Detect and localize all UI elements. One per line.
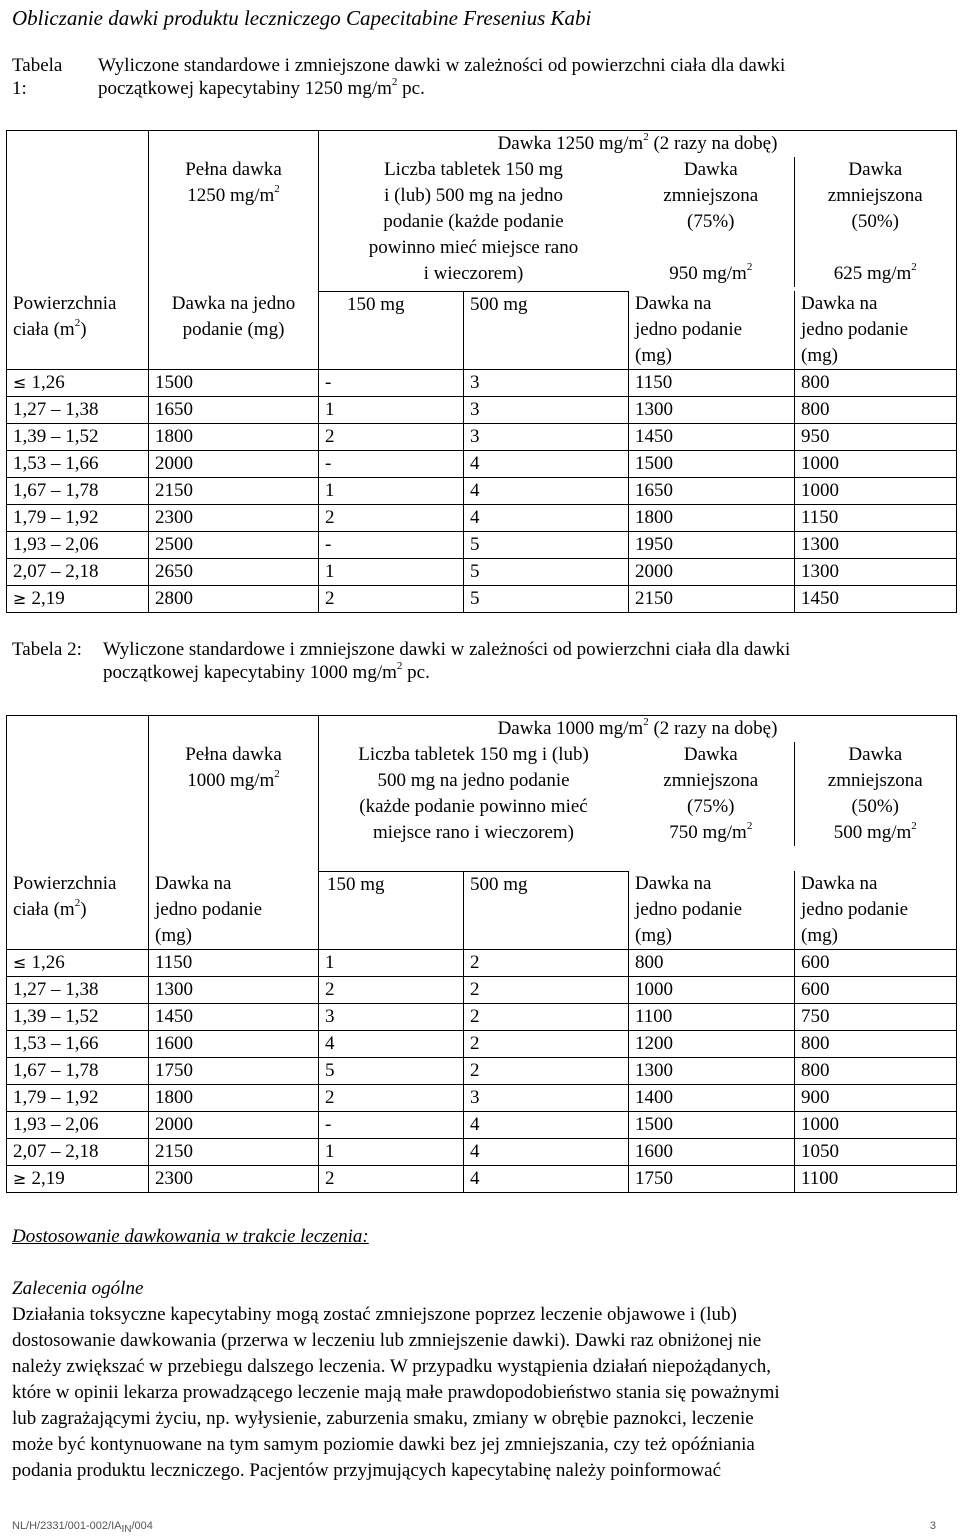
table-cell: 1450 [629, 424, 795, 451]
body-line: należy zwiększać w przebiegu dalszego leczenia. W przypadku wystąpienia działań niepożądanych, [12, 1356, 771, 1377]
t1-h-dawka-jedno: Dawka na jedno podanie (mg) [149, 291, 319, 370]
table-cell: 2,07 – 2,18 [7, 559, 149, 586]
table-cell: 1100 [795, 1166, 957, 1193]
table-cell: 1 [319, 397, 464, 424]
table-cell: 2000 [149, 1112, 319, 1139]
table-cell: 600 [795, 950, 957, 977]
t1-h-pelna: Pełna dawka 1250 $mg/m^2$ [149, 131, 319, 292]
table-cell: 4 [464, 451, 629, 478]
t2-h-150: 150 mg [319, 871, 464, 950]
t2-h-empty [7, 716, 149, 872]
body-line: lub zagrażającymi życiu, np. wyłysienie, zaburzenia smaku, zmiany w obrębie paznokci, leczenie [12, 1408, 754, 1429]
table-cell: 1,93 – 2,06 [7, 1112, 149, 1139]
table-cell: ≥ 2,19 [7, 586, 149, 613]
table-cell: 2000 [149, 451, 319, 478]
table-cell: 1,67 – 1,78 [7, 478, 149, 505]
table-row [7, 1166, 957, 1193]
table-row [7, 370, 957, 397]
less-or-equal-icon: ≤ [13, 953, 32, 972]
table-cell: 1500 [149, 370, 319, 397]
t1-h-pow: Powierzchnia ciała $(m^2)$ [7, 291, 149, 370]
document-title: Obliczanie dawki produktu leczniczego Capecitabine Fresenius Kabi [12, 6, 592, 30]
table-row [7, 1139, 957, 1166]
table-cell: 1,53 – 1,66 [7, 1031, 149, 1058]
t2-h-dawka-na-75: Dawka na jedno podanie (mg) [629, 871, 795, 950]
table-cell: 1200 [629, 1031, 795, 1058]
table-cell: 1300 [629, 1058, 795, 1085]
table-row [7, 1004, 957, 1031]
table-cell: 1000 [629, 977, 795, 1004]
t2-h-z50: Dawka zmniejszona (50%) 500 $mg/m^2$ [794, 742, 956, 846]
body-line: Działania toksyczne kapecytabiny mogą zostać zmniejszone poprzez leczenie objawowe i (lub) [12, 1304, 737, 1325]
table-row [7, 1031, 957, 1058]
table-cell: 1750 [149, 1058, 319, 1085]
table-cell: - [319, 532, 464, 559]
t2-h-liczba: Liczba tabletek 150 mg i (lub) 500 mg na jedno podanie (każde podanie powinno mieć miejsce rano i wieczorem) [358, 744, 589, 843]
t1-h-liczba: Liczba tabletek 150 mg i (lub) 500 mg na jedno podanie (każde podanie powinno mieć miejsce rano i wieczorem) [368, 159, 579, 284]
table-cell: 1 [319, 1139, 464, 1166]
table-cell: 5 [319, 1058, 464, 1085]
table2-caption-line1: Wyliczone standardowe i zmniejszone dawki w zależności od powierzchni ciała dla dawki [103, 639, 791, 660]
table-cell: 2 [319, 424, 464, 451]
table-cell: 4 [464, 478, 629, 505]
table-row [7, 586, 957, 613]
table2-caption [103, 638, 958, 684]
table-cell: 600 [795, 977, 957, 1004]
table-cell: 1,79 – 1,92 [7, 505, 149, 532]
table-cell: 2 [319, 1085, 464, 1112]
table-cell: 2 [464, 977, 629, 1004]
table-cell: 1,93 – 2,06 [7, 532, 149, 559]
table-row [7, 478, 957, 505]
table-cell: 2 [464, 950, 629, 977]
t1-h-z75: Dawka zmniejszona (75%) 950 $mg/m^2$ [663, 159, 759, 284]
table-row [7, 532, 957, 559]
table-cell: 1300 [149, 977, 319, 1004]
table-cell: 2650 [149, 559, 319, 586]
table-cell: 5 [464, 586, 629, 613]
table-cell: 2 [319, 586, 464, 613]
table-row [7, 977, 957, 1004]
table-cell: - [319, 1112, 464, 1139]
body-line: które w opinii lekarza prowadzącego leczenie mają małe prawdopodobieństwo stania się poważnymi [12, 1382, 780, 1403]
table-cell: 900 [795, 1085, 957, 1112]
table-cell: 4 [464, 1139, 629, 1166]
t1-h-z50: Dawka zmniejszona (50%) 625 $mg/m^2$ [794, 157, 956, 287]
table-cell: 3 [464, 397, 629, 424]
page-number: 3 [929, 1520, 936, 1532]
table-cell: 2,07 – 2,18 [7, 1139, 149, 1166]
table1-caption-line1: Wyliczone standardowe i zmniejszone dawki w zależności od powierzchni ciała dla dawki [98, 55, 786, 76]
table1-caption-line2: początkowej kapecytabiny 1250 $mg/m^2$ pc. [98, 75, 425, 100]
table-cell: 800 [795, 397, 957, 424]
body-line: może być kontynuowane na tym samym poziomie dawki bez jej zmniejszania, czy też opóźniania [12, 1434, 755, 1455]
table-cell: 1300 [795, 532, 957, 559]
table2 [6, 715, 957, 1193]
table-cell: 800 [795, 1031, 957, 1058]
table-cell: 1800 [149, 1085, 319, 1112]
table-cell: 1,79 – 1,92 [7, 1085, 149, 1112]
table-cell: 2 [319, 505, 464, 532]
table-cell: 1050 [795, 1139, 957, 1166]
table-cell: 1500 [629, 1112, 795, 1139]
section-subheading: Zalecenia ogólne [12, 1278, 144, 1299]
table-cell: 1000 [795, 478, 957, 505]
table-cell: 1,53 – 1,66 [7, 451, 149, 478]
table-row [7, 505, 957, 532]
table-cell: 1 [319, 559, 464, 586]
table-cell: 1800 [149, 424, 319, 451]
table-cell: - [319, 451, 464, 478]
table-row [7, 1112, 957, 1139]
t1-h-empty [7, 131, 149, 292]
table-cell: 1300 [795, 559, 957, 586]
table-cell: 4 [464, 1112, 629, 1139]
table2-body [7, 950, 957, 1193]
table-cell: 5 [464, 559, 629, 586]
table2-caption-line2: początkowej kapecytabiny 1000 $mg/m^2$ pc. [103, 659, 430, 684]
table-cell: 2 [319, 977, 464, 1004]
table1-body [7, 370, 957, 613]
table-cell: 1800 [629, 505, 795, 532]
t1-h-500: 500 mg [464, 291, 629, 370]
table-cell: ≥ 2,19 [7, 1166, 149, 1193]
table-cell: 1150 [795, 505, 957, 532]
table-cell: 2800 [149, 586, 319, 613]
table-cell: 2 [464, 1031, 629, 1058]
table-cell: 2 [319, 1166, 464, 1193]
less-or-equal-icon: ≤ [13, 373, 32, 392]
t1-h-150: 150 mg [319, 291, 464, 370]
footer-reference: $NL/H/2331/001-002/IA_{IN}/004$ [12, 1520, 153, 1536]
table-cell: 1150 [149, 950, 319, 977]
table-row [7, 1085, 957, 1112]
table-cell: 3 [464, 424, 629, 451]
greater-or-equal-icon: ≥ [13, 589, 32, 608]
table-cell: 5 [464, 532, 629, 559]
t2-h-dawka-group: Dawka 1000 $mg/m^2$ (2 razy na dobę) Liczba tabletek 150 mg i (lub) 500 mg na jedno podanie (każde podanie powinno mieć miejsce rano i wieczorem) Dawka zmniejszona (75%) 750 $mg/m^2$ Dawka zmniejszona (50%) 500 $mg/m^2$ [319, 716, 957, 872]
table1 [6, 130, 957, 613]
table-cell: 1650 [149, 397, 319, 424]
table-cell: 2 [464, 1004, 629, 1031]
table-cell: 2500 [149, 532, 319, 559]
table1-caption-label: Tabela 1: [12, 55, 63, 100]
table-row [7, 397, 957, 424]
table-cell: 1,27 – 1,38 [7, 977, 149, 1004]
table-cell: 1950 [629, 532, 795, 559]
t2-h-500: 500 mg [464, 871, 629, 950]
table-row [7, 559, 957, 586]
body-line: podania produktu leczniczego. Pacjentów przyjmujących kapecytabinę należy poinformować [12, 1460, 722, 1481]
table-cell: 800 [795, 370, 957, 397]
table-cell: 2150 [149, 1139, 319, 1166]
t2-h-dawka-na-jedno: Dawka na jedno podanie (mg) [149, 871, 319, 950]
table-cell: 800 [629, 950, 795, 977]
table-cell: 1300 [629, 397, 795, 424]
table-row [7, 950, 957, 977]
table-row [7, 424, 957, 451]
table-cell: 1 [319, 950, 464, 977]
t2-h-dawka-na-50: Dawka na jedno podanie (mg) [795, 871, 957, 950]
table-cell: - [319, 370, 464, 397]
table-cell: 1,27 – 1,38 [7, 397, 149, 424]
table-cell: 2300 [149, 505, 319, 532]
table-cell: 1650 [629, 478, 795, 505]
table-cell: 4 [319, 1031, 464, 1058]
table1-caption [98, 54, 958, 100]
t2-h-pow: Powierzchnia ciała $(m^2)$ [7, 871, 149, 950]
t1-h-dawka-group: Dawka 1250 $mg/m^2$ (2 razy na dobę) Liczba tabletek 150 mg i (lub) 500 mg na jedno podanie (każde podanie powinno mieć miejsce rano i wieczorem) Dawka zmniejszona (75%) 950 $mg/m^2$ Dawka zmniejszona (50%) 625 $mg/m^2$ [319, 131, 957, 292]
table-cell: 950 [795, 424, 957, 451]
table-cell: 1450 [149, 1004, 319, 1031]
table-cell: ≤ 1,26 [7, 370, 149, 397]
greater-or-equal-icon: ≥ [13, 1169, 32, 1188]
table-row [7, 1058, 957, 1085]
table-cell: 2150 [149, 478, 319, 505]
table-cell: 3 [464, 1085, 629, 1112]
table-cell: 2 [464, 1058, 629, 1085]
table-cell: ≤ 1,26 [7, 950, 149, 977]
table-cell: 1,39 – 1,52 [7, 1004, 149, 1031]
table-cell: 1600 [629, 1139, 795, 1166]
section-heading: Dostosowanie dawkowania w trakcie leczenia: [12, 1226, 369, 1247]
table-cell: 3 [464, 370, 629, 397]
section-body [12, 1302, 952, 1484]
table-cell: 1 [319, 478, 464, 505]
t2-h-pelna: Pełna dawka 1000 $mg/m^2$ [149, 716, 319, 872]
table-cell: 2000 [629, 559, 795, 586]
table-cell: 1100 [629, 1004, 795, 1031]
table-cell: 2150 [629, 586, 795, 613]
table-cell: 1400 [629, 1085, 795, 1112]
table-cell: 800 [795, 1058, 957, 1085]
table-cell: 1,67 – 1,78 [7, 1058, 149, 1085]
t2-h-z75: Dawka zmniejszona (75%) 750 $mg/m^2$ [663, 744, 759, 843]
table-cell: 1000 [795, 1112, 957, 1139]
table-cell: 4 [464, 1166, 629, 1193]
table-cell: 1000 [795, 451, 957, 478]
table-cell: 750 [795, 1004, 957, 1031]
table-cell: 1,39 – 1,52 [7, 424, 149, 451]
t1-h-dawka-na-50: Dawka na jedno podanie (mg) [795, 291, 957, 370]
t1-h-dawka-na-75: Dawka na jedno podanie (mg) [629, 291, 795, 370]
table-cell: 2300 [149, 1166, 319, 1193]
table-cell: 1750 [629, 1166, 795, 1193]
body-line: dostosowanie dawkowania (przerwa w leczeniu lub zmniejszenie dawki). Dawki raz obniżonej nie [12, 1330, 762, 1351]
table-cell: 1500 [629, 451, 795, 478]
table-cell: 1600 [149, 1031, 319, 1058]
table-cell: 3 [319, 1004, 464, 1031]
table2-caption-label: Tabela 2: [12, 639, 82, 660]
table-cell: 1150 [629, 370, 795, 397]
table-cell: 4 [464, 505, 629, 532]
table-cell: 1450 [795, 586, 957, 613]
table-row [7, 451, 957, 478]
